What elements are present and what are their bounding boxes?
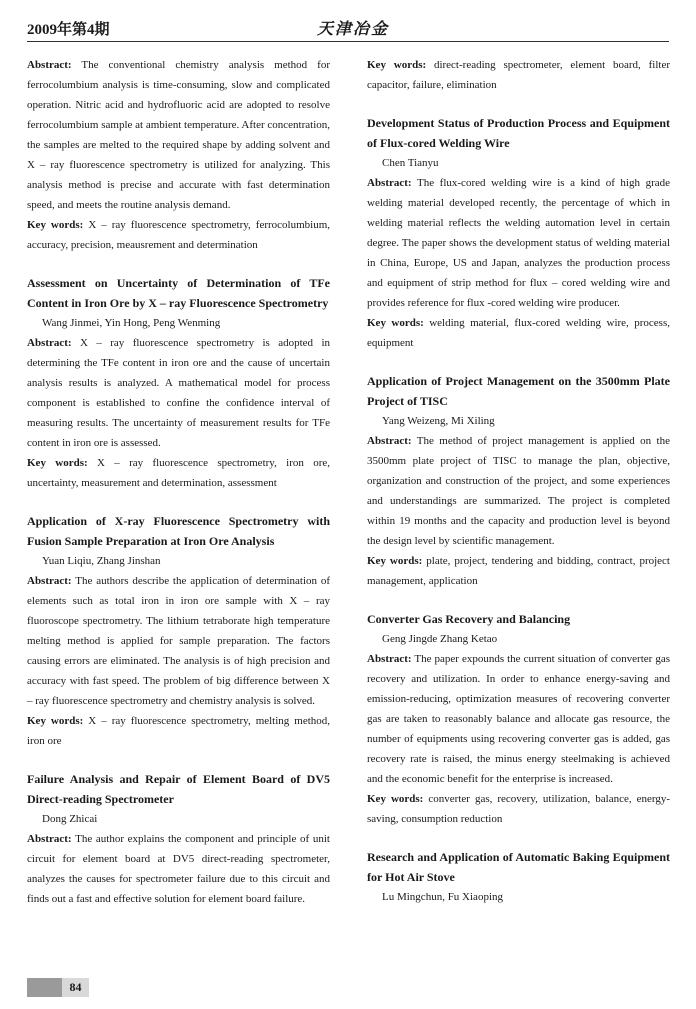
- keywords-label: Key words:: [27, 457, 88, 469]
- article-authors: Chen Tianyu: [382, 157, 439, 169]
- left-column: [27, 55, 330, 927]
- abstract-entry: [27, 55, 330, 255]
- article-title: Research and Application of Automatic Baking Equipment for Hot Air Stove: [367, 850, 670, 884]
- abstract-entry: [367, 371, 670, 591]
- abstract-paragraph: [367, 173, 670, 313]
- keywords-text: X – ray fluorescence spectrometry, iron ore, uncertainty, measurement and determination, assessment: [27, 457, 330, 489]
- abstract-entry: [27, 273, 330, 493]
- journal-title: 天津冶金: [317, 21, 390, 38]
- keywords-label: Key words:: [367, 793, 424, 805]
- article-authors: Dong Zhicai: [42, 813, 98, 825]
- abstract-text: The authors describe the application of determination of elements such as total iron in iron ore sample with X – ray fluoroscope spectrometry. The lithium tetraborate high temperature melting method is applied for sample preparation. The factors causing errors are eliminated. The analysis is of high precision and accuracy with fast speed. The problem of big difference between X – ray fluorescence spectrometry and chemistry analysis is solved.: [27, 575, 331, 707]
- abstract-label: Abstract:: [367, 435, 412, 447]
- abstract-label: Abstract:: [27, 575, 72, 587]
- abstract-label: Abstract:: [367, 177, 412, 189]
- keywords-text: X – ray fluorescence spectrometry, ferrocolumbium, accuracy, precision, meausrement and determination: [27, 219, 331, 251]
- abstract-text: The author explains the component and principle of unit circuit for element board at DV5 direct-reading spectrometer, analyzes the causes for spectrometer failure due to this circuit and finds out a fast and effective solution for element board failure.: [27, 833, 330, 905]
- keywords-paragraph: [367, 551, 670, 591]
- abstract-paragraph: [27, 571, 330, 711]
- issue-label: 2009年第4期: [27, 22, 110, 38]
- abstract-paragraph: [27, 829, 330, 909]
- abstract-text: The paper expounds the current situation of converter gas recovery and utilization. In order to enhance energy-saving and emission-reducing, optimization measures of recovering converter gas are taken to reasonably balance and allocate gas resource, the number of equipments using recovering converter gas is added, gas recovery rate is raised, the minus energy steelmaking is achieved and the economic benefit for the enterprise is increased.: [367, 653, 670, 785]
- keywords-text: welding material, flux-cored welding wire, process, equipment: [367, 317, 670, 349]
- keywords-text: converter gas, recovery, utilization, balance, energy-saving, consumption reduction: [367, 793, 671, 825]
- abstract-text: The flux-cored welding wire is a kind of high grade welding material developed recently, the percentage of which in welding material reflects the welding automation level in certain degree. The paper shows the development status of welding material in China, Europe, US and Japan, analyzes the production process and equipment of strip method for flux – cored welding wire and provides reference for flux -cored welding wire producer.: [367, 177, 670, 309]
- keywords-paragraph: [27, 215, 330, 255]
- article-authors: Geng Jingde Zhang Ketao: [382, 633, 498, 645]
- abstract-entry: [27, 769, 330, 909]
- right-column: [367, 55, 670, 925]
- abstract-entry: [367, 55, 670, 95]
- article-title: Application of X-ray Fluorescence Spectrometry with Fusion Sample Preparation at Iron Ore Analysis: [27, 514, 330, 548]
- keywords-text: plate, project, tendering and bidding, contract, project management, application: [367, 555, 670, 587]
- abstract-text: X – ray fluorescence spectrometry is adopted in determining the TFe content in iron ore and the cause of uncertain analysis results is analyzed. A mathematical model for process component is established to confine the confidence interval of measuring results. The uncertainty of measurement results for TFe content in iron ore is assessed.: [27, 337, 331, 449]
- abstract-paragraph: [27, 55, 330, 215]
- abstract-label: Abstract:: [27, 833, 72, 845]
- keywords-paragraph: [27, 711, 330, 751]
- keywords-paragraph: [367, 789, 670, 829]
- article-title: Development Status of Production Process and Equipment of Flux-cored Welding Wire: [367, 116, 670, 150]
- article-authors: Lu Mingchun, Fu Xiaoping: [382, 891, 503, 903]
- article-title: Assessment on Uncertainty of Determination of TFe Content in Iron Ore by X – ray Fluorescence Spectrometry: [27, 276, 330, 310]
- abstract-entry: [367, 609, 670, 829]
- keywords-paragraph: [27, 453, 330, 493]
- keywords-label: Key words:: [27, 219, 84, 231]
- abstract-paragraph: [27, 333, 330, 453]
- abstract-label: Abstract:: [27, 59, 72, 71]
- keywords-text: direct-reading spectrometer, element board, filter capacitor, failure, elimination: [367, 59, 670, 91]
- keywords-label: Key words:: [367, 317, 424, 329]
- abstract-label: Abstract:: [367, 653, 412, 665]
- article-title: Application of Project Management on the 3500mm Plate Project of TISC: [367, 374, 670, 408]
- abstract-paragraph: [367, 431, 670, 551]
- abstract-text: The method of project management is applied on the 3500mm plate project of TISC to manage the plan, objective, organization and construction of the project, and some experiences and understandings are summarized. The project is completed within 19 months and the capacity and production level is beyond the design level by scientific management.: [367, 435, 670, 547]
- running-header: [27, 14, 669, 40]
- keywords-paragraph: [367, 313, 670, 353]
- keywords-label: Key words:: [367, 59, 427, 71]
- abstract-text: The conventional chemistry analysis method for ferrocolumbium analysis is time-consuming, slow and complicated operation. Nitric acid and hydrofluoric acid are adopted to resolve ferrocolumbium sample at ambient temperature. After concentration, the samples are melted to the required shape by adding solvent and X – ray fluorescence spectrometry is utilized for analyzing. This analysis method is precise and accurate with fast determination speed, and meets the routine analysis demand.: [27, 59, 330, 211]
- abstract-paragraph: [367, 649, 670, 789]
- keywords-label: Key words:: [367, 555, 423, 567]
- abstract-entry: [27, 511, 330, 751]
- keywords-text: X – ray fluorescence spectrometry, melting method, iron ore: [27, 715, 331, 747]
- header-rule: [27, 41, 669, 42]
- article-authors: Yuan Liqiu, Zhang Jinshan: [42, 555, 161, 567]
- abstract-entry: [367, 113, 670, 353]
- page-number: 84: [62, 978, 89, 997]
- article-authors: Yang Weizeng, Mi Xiling: [382, 415, 495, 427]
- keywords-label: Key words:: [27, 715, 84, 727]
- abstract-entry: [367, 847, 670, 907]
- article-authors: Wang Jinmei, Yin Hong, Peng Wenming: [42, 317, 221, 329]
- abstract-label: Abstract:: [27, 337, 72, 349]
- article-title: Failure Analysis and Repair of Element Board of DV5 Direct-reading Spectrometer: [27, 772, 330, 806]
- article-title: Converter Gas Recovery and Balancing: [367, 612, 571, 626]
- keywords-paragraph: [367, 55, 670, 95]
